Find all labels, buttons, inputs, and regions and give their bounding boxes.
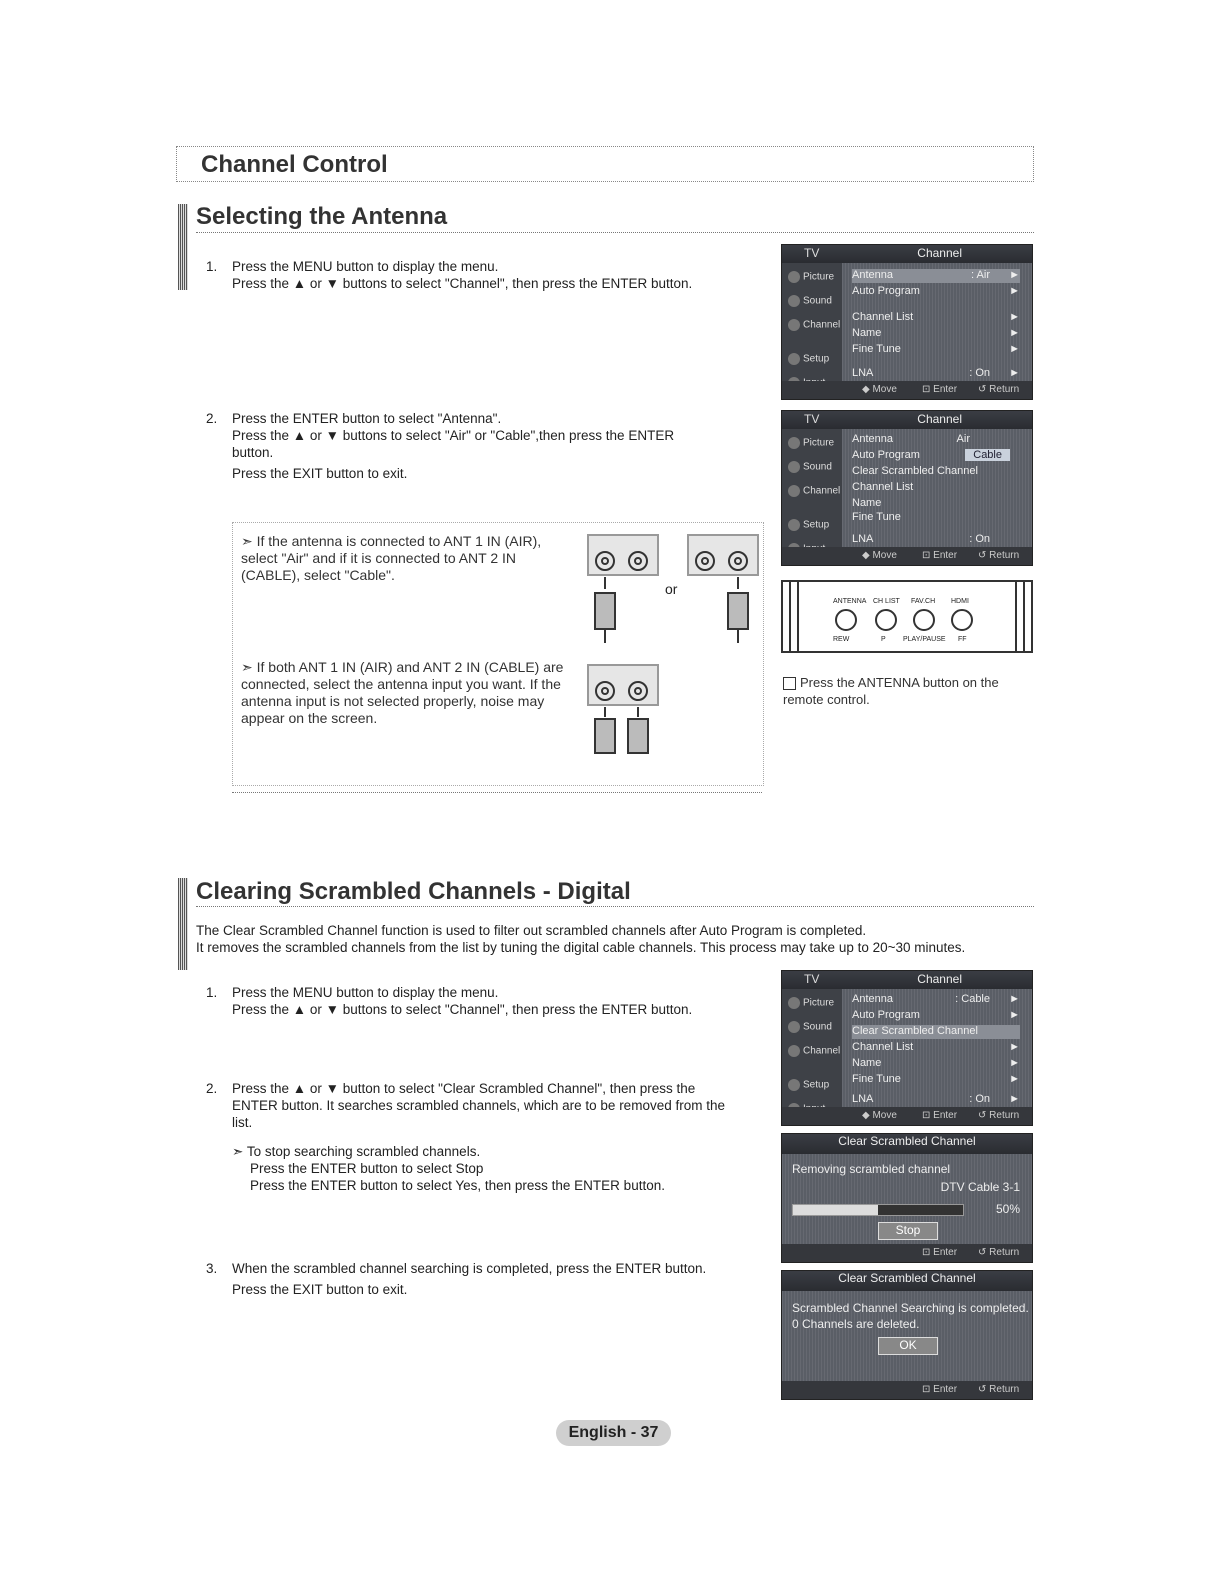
arrow-right-icon: ► xyxy=(1009,269,1020,281)
osd-foot-enter: ⊡ Enter xyxy=(922,1110,958,1121)
osd-title: Channel xyxy=(917,412,962,426)
osd-row-value: : On xyxy=(969,533,990,545)
remote-label-playpause: PLAY/PAUSE xyxy=(903,636,946,643)
osd-side-setup: Setup xyxy=(788,1079,829,1091)
step-number: 1. xyxy=(206,259,218,274)
step-line: Press the MENU button to display the menu. xyxy=(232,259,499,274)
section-title-antenna: Selecting the Antenna xyxy=(196,203,448,230)
osd-row-value: : Air xyxy=(971,269,990,281)
osd-side-sound: Sound xyxy=(788,1021,832,1033)
osd-side-channel: Channel xyxy=(788,485,840,497)
section-marker xyxy=(178,204,188,290)
osd-row-label: LNA xyxy=(852,367,874,379)
osd-foot-return: ↺ Return xyxy=(978,384,1020,395)
osd-channel-menu-2 xyxy=(781,410,1033,566)
remote-label-rew: REW xyxy=(833,636,850,643)
tip-line: ➣ To stop searching scrambled channels. xyxy=(232,1144,481,1159)
osd-row-label: Channel List xyxy=(852,481,914,493)
remote-label-p: P xyxy=(881,636,886,643)
osd-row-label: Clear Scrambled Channel xyxy=(852,1025,978,1037)
chlist-button-icon xyxy=(875,609,897,631)
osd-row-label: Auto Program xyxy=(852,1009,920,1021)
step-number: 1. xyxy=(206,985,218,1000)
osd-foot-move: ◆ Move xyxy=(862,384,897,395)
intro-line: It removes the scrambled channels from the list by tuning the digital cable channels. This process may take up to 20~30 minutes. xyxy=(196,940,966,955)
step-number: 2. xyxy=(206,411,218,426)
osd-side-setup: Setup xyxy=(788,353,829,365)
step-2 xyxy=(206,410,716,490)
step-number: 3. xyxy=(206,1261,218,1276)
osd-foot-enter: ⊡ Enter xyxy=(922,1247,958,1258)
arrow-right-icon: ► xyxy=(1009,311,1020,323)
osd-row-label: Fine Tune xyxy=(852,343,901,355)
osd-row-label: Clear Scrambled Channel xyxy=(852,465,978,477)
osd-foot-move: ◆ Move xyxy=(862,1110,897,1121)
step-line: Press the ▲ or ▼ buttons to select "Air" or "Cable",then press the ENTER button. xyxy=(232,428,675,460)
osd-tv-label: TV xyxy=(804,412,820,426)
page-number: English - 37 xyxy=(556,1420,671,1446)
arrow-right-icon: ► xyxy=(1009,327,1020,339)
osd-side-picture: Picture xyxy=(788,997,834,1009)
note-antenna-air-cable: ➣ If the antenna is connected to ANT 1 IN (AIR), select "Air" and if it is connected to ANT 2 IN (CABLE), select "Cable". xyxy=(241,533,542,583)
step-line: When the scrambled channel searching is completed, press the ENTER button. xyxy=(232,1261,707,1276)
arrow-right-icon: ► xyxy=(1009,1057,1020,1069)
step-line: Press the EXIT button to exit. xyxy=(232,466,408,481)
osd-side-sound: Sound xyxy=(788,461,832,473)
remote-label-favch: FAV.CH xyxy=(911,598,936,605)
osd-title: Clear Scrambled Channel xyxy=(782,1271,1032,1291)
osd-foot-enter: ⊡ Enter xyxy=(922,550,958,561)
step-line: Press the ▲ or ▼ buttons to select "Channel", then press the ENTER button. xyxy=(232,1002,693,1017)
section-rule xyxy=(196,906,1034,907)
note-both-antennas: ➣ If both ANT 1 IN (AIR) and ANT 2 IN (CABLE) are connected, select the antenna input you want. If the antenna input is not selected properly, noise may appear on the screen. xyxy=(241,659,564,726)
or-label: or xyxy=(665,581,678,597)
remote-control-illustration xyxy=(781,580,1033,653)
chapter-title: Channel Control xyxy=(201,151,388,178)
remote-caption-text: Press the ANTENNA button on the remote control. xyxy=(783,675,999,707)
stop-button[interactable]: Stop xyxy=(878,1222,938,1240)
remote-label-antenna: ANTENNA xyxy=(833,598,867,605)
arrow-right-icon: ► xyxy=(1009,367,1020,379)
tip-line: Press the ENTER button to select Stop xyxy=(250,1161,484,1176)
osd-row-label: LNA xyxy=(852,533,874,545)
step-line: Press the ▲ or ▼ button to select "Clear Scrambled Channel", then press the ENTER button. It searches scrambled channels, which are to be removed from the list. xyxy=(232,1081,725,1130)
osd-side-picture: Picture xyxy=(788,437,834,449)
osd-foot-move: ◆ Move xyxy=(862,550,897,561)
osd-row-value-selected: Cable xyxy=(965,449,1010,461)
remote-label-hdmi: HDMI xyxy=(951,598,969,605)
osd-side-channel: Channel xyxy=(788,319,840,331)
stop-searching-tip xyxy=(232,1143,732,1194)
osd-row-label: Channel List xyxy=(852,311,914,323)
osd-message: 0 Channels are deleted. xyxy=(792,1317,920,1331)
osd-row-label: LNA xyxy=(852,1093,874,1105)
osd-side-picture: Picture xyxy=(788,271,834,283)
osd-row-value: : On xyxy=(969,1093,990,1105)
osd-row-label: Auto Program xyxy=(852,285,920,297)
section2-intro xyxy=(196,922,1034,956)
osd-side-sound: Sound xyxy=(788,295,832,307)
osd-row-value: : Cable xyxy=(955,993,990,1005)
osd-foot-return: ↺ Return xyxy=(978,550,1020,561)
osd-title: Channel xyxy=(917,972,962,986)
remote-edge xyxy=(1015,582,1025,651)
arrow-right-icon: ► xyxy=(1009,993,1020,1005)
step-2 xyxy=(206,1080,746,1140)
osd-foot-return: ↺ Return xyxy=(978,1247,1020,1258)
favch-button-icon xyxy=(913,609,935,631)
osd-channel: DTV Cable 3-1 xyxy=(940,1180,1020,1194)
step-number: 2. xyxy=(206,1081,218,1096)
osd-row-label: Channel List xyxy=(852,1041,914,1053)
step-1 xyxy=(206,258,746,298)
arrow-right-icon: ► xyxy=(1009,1041,1020,1053)
osd-row-value: : On xyxy=(969,367,990,379)
osd-row-value: Air xyxy=(956,433,970,445)
progress-fill xyxy=(793,1205,878,1215)
osd-title: Clear Scrambled Channel xyxy=(782,1134,1032,1154)
arrow-right-icon: ► xyxy=(1009,1093,1020,1105)
tip-line: Press the ENTER button to select Yes, then press the ENTER button. xyxy=(250,1178,665,1193)
osd-row-label: Antenna xyxy=(852,993,893,1005)
remote-edge xyxy=(789,582,799,651)
osd-side-setup: Setup xyxy=(788,519,829,531)
osd-foot-enter: ⊡ Enter xyxy=(922,384,958,395)
step-3 xyxy=(206,1260,766,1310)
chapter-header xyxy=(176,146,1034,182)
intro-line: The Clear Scrambled Channel function is used to filter out scrambled channels after Auto Program is completed. xyxy=(196,923,867,938)
section-marker xyxy=(178,878,188,970)
arrow-right-icon: ► xyxy=(1009,1009,1020,1021)
step-line: Press the ENTER button to select "Antenna". xyxy=(232,411,502,426)
osd-row-label: Antenna xyxy=(852,433,893,445)
progress-label: 50% xyxy=(995,1202,1020,1216)
arrow-right-icon: ► xyxy=(1009,1073,1020,1085)
notes-rule xyxy=(232,792,762,793)
remote-label-ff: FF xyxy=(958,636,967,643)
hdmi-button-icon xyxy=(951,609,973,631)
osd-row-label: Antenna xyxy=(852,269,893,281)
arrow-right-icon: ► xyxy=(1009,343,1020,355)
osd-channel-menu-1 xyxy=(781,244,1033,400)
osd-message: Removing scrambled channel xyxy=(792,1162,951,1176)
osd-message: Scrambled Channel Searching is completed. xyxy=(792,1301,1029,1315)
osd-clear-scrambled-progress xyxy=(781,1133,1033,1263)
osd-title: Channel xyxy=(917,246,962,260)
note-icon xyxy=(783,677,796,690)
osd-tv-label: TV xyxy=(804,972,820,986)
step-line: Press the MENU button to display the menu. xyxy=(232,985,499,1000)
osd-row-label: Name xyxy=(852,497,882,509)
osd-row-label: Auto Program xyxy=(852,449,920,461)
antenna-connector-illustration xyxy=(583,533,763,773)
osd-row-label: Name xyxy=(852,327,882,339)
ok-button[interactable]: OK xyxy=(878,1337,938,1355)
osd-row-label: Name xyxy=(852,1057,882,1069)
progress-bar xyxy=(792,1204,964,1216)
osd-row-label: Fine Tune xyxy=(852,511,901,523)
arrow-right-icon: ► xyxy=(1009,285,1020,297)
osd-clear-scrambled-complete xyxy=(781,1270,1033,1400)
remote-caption xyxy=(783,674,1033,708)
osd-foot-enter: ⊡ Enter xyxy=(922,1384,958,1395)
antenna-button-icon xyxy=(835,609,857,631)
osd-channel-menu-3 xyxy=(781,970,1033,1126)
osd-foot-return: ↺ Return xyxy=(978,1110,1020,1121)
step-line: Press the ▲ or ▼ buttons to select "Channel", then press the ENTER button. xyxy=(232,276,693,291)
step-1 xyxy=(206,984,746,1024)
remote-label-chlist: CH LIST xyxy=(873,598,900,605)
osd-side-channel: Channel xyxy=(788,1045,840,1057)
notes-box xyxy=(232,522,764,786)
osd-tv-label: TV xyxy=(804,246,820,260)
section-title-clear-scrambled: Clearing Scrambled Channels - Digital xyxy=(196,878,631,905)
step-line: Press the EXIT button to exit. xyxy=(232,1282,408,1297)
osd-row-label: Fine Tune xyxy=(852,1073,901,1085)
osd-foot-return: ↺ Return xyxy=(978,1384,1020,1395)
section-rule xyxy=(196,232,1034,233)
